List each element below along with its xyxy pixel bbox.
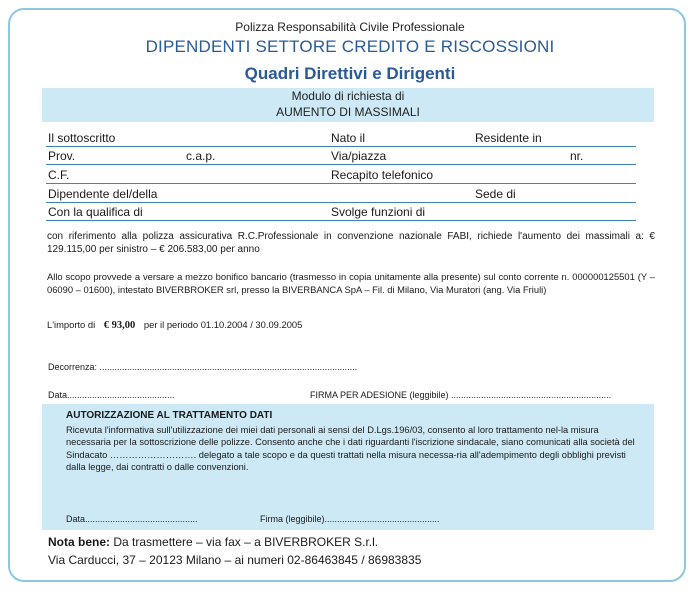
field-row-4: [46, 185, 636, 203]
authorization-data-line: Data.............................................: [66, 514, 198, 524]
label-sottoscritto: Il sottoscritto: [48, 131, 116, 145]
field-row-2: [46, 147, 636, 165]
label-funzioni: Svolge funzioni di: [331, 205, 426, 219]
label-cf: C.F.: [48, 168, 70, 182]
data-line: Data...........................................: [48, 390, 175, 400]
nota-line-2: Via Carducci, 37 – 20123 Milano – ai numeri 02-86463845 / 86983835: [48, 553, 422, 567]
nota-line-1: [48, 535, 378, 549]
authorization-firma-line: Firma (leggibile)..............................................: [260, 514, 440, 524]
header-line-1: Polizza Responsabilità Civile Professionale: [235, 20, 465, 34]
authorization-box: [42, 404, 654, 530]
label-nr: nr.: [570, 149, 584, 163]
firma-adesione-line: FIRMA PER ADESIONE (leggibile) ................................................................: [310, 390, 612, 400]
paragraph-versamento: Allo scopo provvede a versare a mezzo bonifico bancario (trasmesso in copia unitamente alla presente) sul conto corrente n. 000000125501 (Y – 06090 – 01600), intestato BIVERBROKER srl, presso la BIVERBANCA SpA – Fil. di Milano, Via Muratori (ang. Via Friuli): [47, 271, 655, 295]
importo-value: € 93,00: [103, 320, 136, 331]
band-line-1: Modulo di richiesta di: [291, 89, 405, 103]
paragraph-riferimento: con riferimento alla polizza assicurativa R.C.Professionale in convenzione nazionale FABI, richiede l'aumento dei massimali a: € 129.115,00 per sinistro – € 206.583,00 per anno: [47, 231, 655, 255]
paragraph-importo: [47, 318, 655, 332]
field-row-3: [46, 166, 636, 184]
field-row-1: [46, 129, 636, 147]
label-dipendente: Dipendente del/della: [48, 187, 158, 201]
label-cap: c.a.p.: [186, 149, 216, 163]
header-title: DIPENDENTI SETTORE CREDITO E RISCOSSIONI: [145, 37, 555, 56]
header-subtitle: Quadri Direttivi e Dirigenti: [244, 64, 456, 83]
label-sede: Sede di: [475, 187, 516, 201]
label-nato: Nato il: [331, 131, 366, 145]
label-prov: Prov.: [48, 149, 76, 163]
label-via: Via/piazza: [331, 149, 387, 163]
nota-text: Da trasmettere – via fax – a BIVERBROKER S.r.l.: [113, 535, 379, 549]
authorization-title: AUTORIZZAZIONE AL TRATTAMENTO DATI: [66, 410, 273, 421]
request-band: [42, 88, 654, 122]
importo-label: L'importo di: [47, 319, 96, 330]
importo-period: per il periodo 01.10.2004 / 30.09.2005: [143, 319, 303, 330]
label-recapito: Recapito telefonico: [331, 168, 434, 182]
label-qualifica: Con la qualifica di: [48, 205, 143, 219]
band-line-2: AUMENTO DI MASSIMALI: [276, 105, 420, 119]
label-residente: Residente in: [475, 131, 542, 145]
nota-bold: Nota bene:: [48, 535, 111, 549]
field-row-5: [46, 203, 636, 221]
authorization-text: Ricevuta l'informativa sull'utilizzazione dei miei dati personali ai sensi del D.Lgs.196/03, consento al loro trattamento nel-la misura necessaria per la sottoscrizione delle polizze. Consento anche che i dati riguardanti l'iscrizione sindacale, siano comunicati alla società del Sindacato ………………………. delegato a tale scopo e da questi trattati nella misura necessa-ria all'adempimento degli obblighi previsti dalla legge, dai contratti o dalle convenzioni.: [66, 425, 635, 473]
decorrenza-line: Decorrenza: .......................................................................................................: [48, 362, 358, 372]
